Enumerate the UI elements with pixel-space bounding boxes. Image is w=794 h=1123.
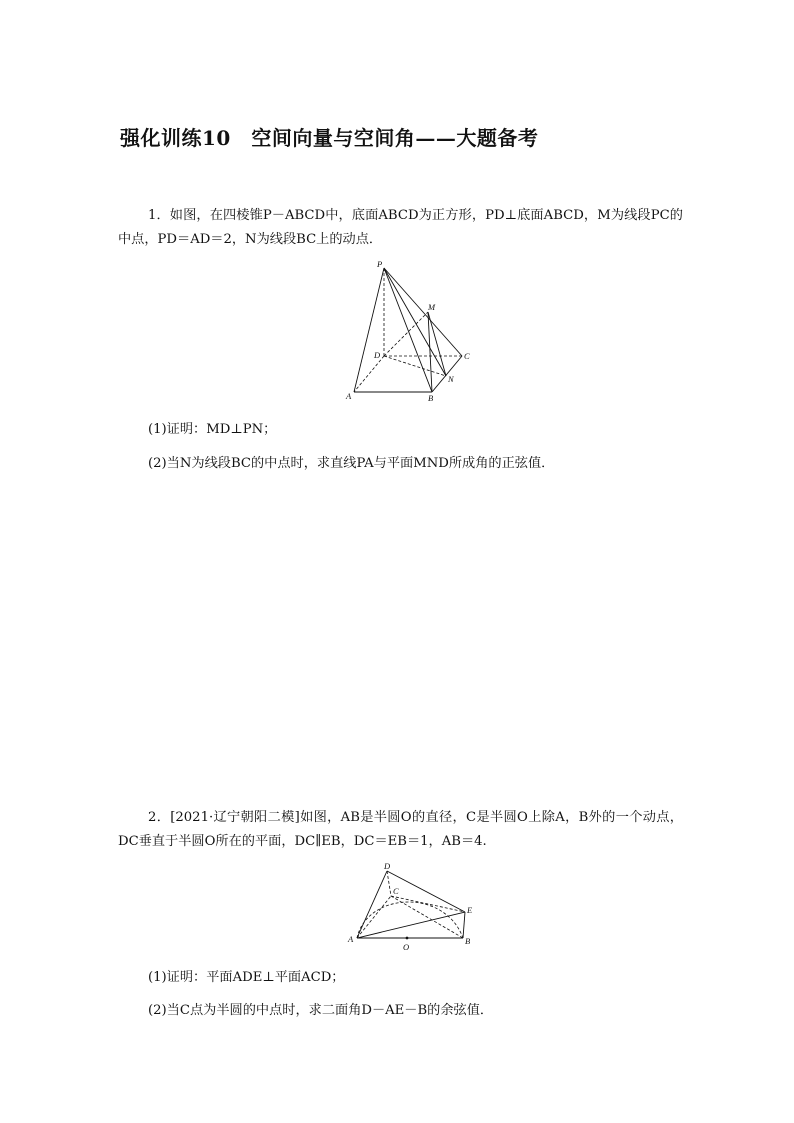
problem-1-stem: 1．如图，在四棱锥P－ABCD中，底面ABCD为正方形，PD⊥底面ABCD，M为线段PC的中点，PD＝AD＝2，N为线段BC上的动点． (118, 208, 683, 247)
label-D: D (384, 861, 391, 871)
label-N: N (448, 374, 454, 384)
label-E: E (467, 905, 473, 915)
label-D: D (374, 350, 381, 360)
semicircle-figure (345, 862, 480, 954)
problem-1-question-1: (1)证明：MD⊥PN； (148, 422, 277, 437)
edge-PC (384, 268, 462, 356)
segment-AC (357, 896, 391, 938)
edge-EB (463, 912, 465, 938)
edge-PN (384, 268, 446, 376)
edge-DA (357, 871, 387, 938)
label-C: C (464, 351, 470, 361)
pyramid-figure (340, 258, 480, 408)
problem-2-stem: 2．[2021·辽宁朝阳二模]如图，AB是半圆O的直径，C是半圆O上除A，B外的一个动点，DC垂直于半圆O所在的平面，DC∥EB，DC＝EB＝1，AB＝4. (118, 810, 683, 849)
segment-CB (391, 896, 463, 938)
label-A: A (348, 934, 354, 944)
problem-2-question-1: (1)证明：平面ADE⊥平面ACD； (148, 970, 345, 985)
label-B: B (428, 393, 434, 403)
label-P: P (377, 259, 383, 269)
edge-PB (384, 268, 432, 392)
label-O: O (403, 942, 410, 952)
edge-AE (357, 912, 465, 938)
label-A: A (346, 391, 352, 401)
problem-1-question-2: (2)当N为线段BC的中点时，求直线PA与平面MND所成角的正弦值． (148, 456, 555, 471)
segment-DC (387, 871, 391, 896)
label-B: B (465, 936, 471, 946)
page-title: 强化训练10 空间向量与空间角——大题备考 (120, 126, 539, 150)
problem-2-question-2: (2)当C点为半圆的中点时，求二面角D－AE－B的余弦值． (148, 1003, 494, 1018)
center-O-dot (406, 937, 409, 940)
segment-CE (391, 896, 465, 912)
label-M: M (428, 302, 436, 312)
edge-DE (387, 871, 465, 912)
edge-BC (432, 356, 462, 392)
label-C: C (393, 886, 399, 896)
